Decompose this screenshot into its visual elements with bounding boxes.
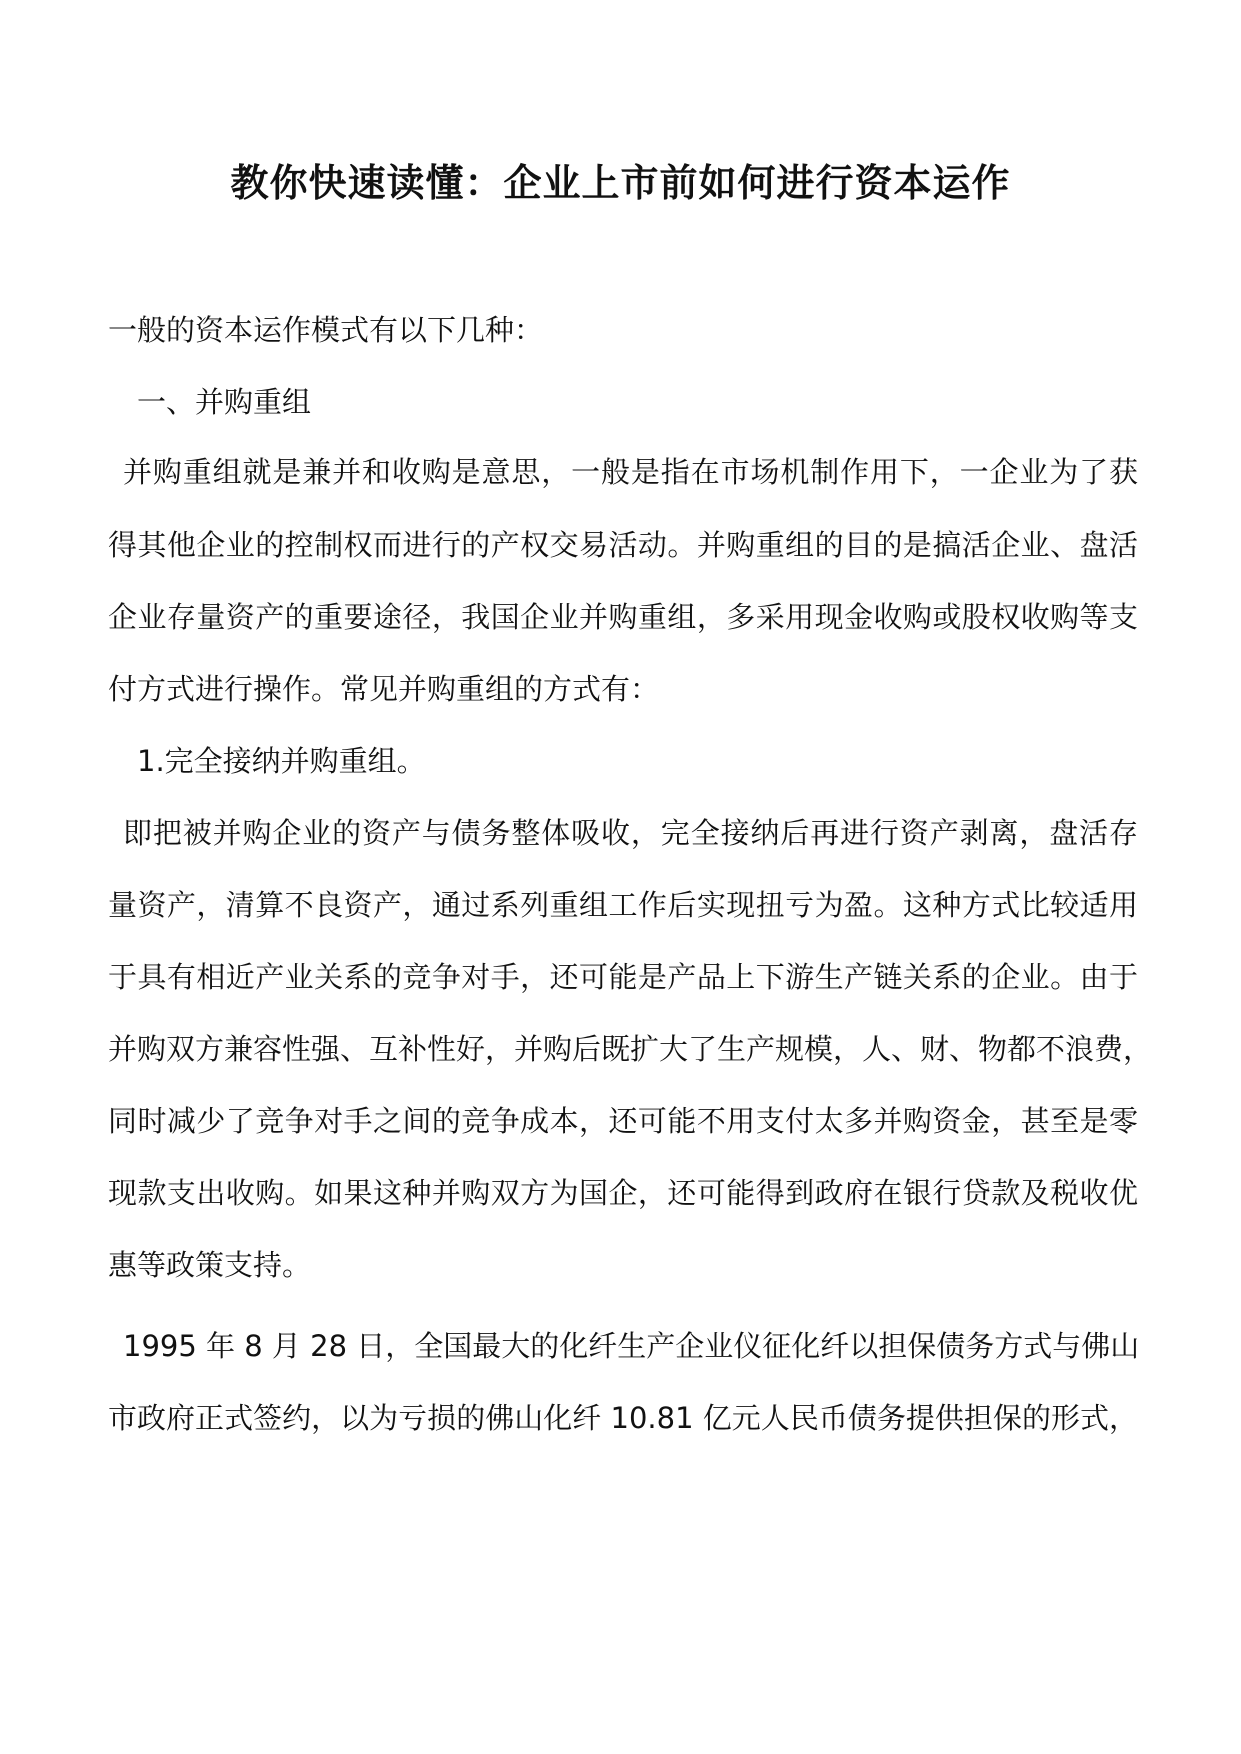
text-line: 企业存量资产的重要途径，我国企业并购重组，多采用现金收购或股权收购等支: [108, 600, 1138, 634]
text-line: 1995 年 8 月 28 日，全国最大的化纤生产企业仪征化纤以担保债务方式与佛山: [123, 1329, 1140, 1363]
text-line: 惠等政策支持。: [108, 1248, 312, 1282]
text-line: 现款支出收购。如果这种并购双方为国企，还可能得到政府在银行贷款及税收优: [108, 1176, 1138, 1210]
subsection-heading: 1.完全接纳并购重组。: [137, 744, 426, 778]
section-heading: 一、并购重组: [137, 385, 312, 419]
text-line: 市政府正式签约，以为亏损的佛山化纤 10.81 亿元人民币债务提供担保的形式，: [108, 1401, 1138, 1435]
text-line: 得其他企业的控制权而进行的产权交易活动。并购重组的目的是搞活企业、盘活: [108, 528, 1138, 562]
text-line: 即把被并购企业的资产与债务整体吸收，完全接纳后再进行资产剥离，盘活存: [123, 816, 1138, 850]
document-title: 教你快速读懂：企业上市前如何进行资本运作: [230, 160, 1011, 205]
text-line: 同时减少了竞争对手之间的竞争成本，还可能不用支付太多并购资金，甚至是零: [108, 1104, 1138, 1138]
text-line: 量资产，清算不良资产，通过系列重组工作后实现扭亏为盈。这种方式比较适用: [108, 888, 1138, 922]
text-line: 付方式进行操作。常见并购重组的方式有：: [108, 672, 660, 706]
text-line: 并购重组就是兼并和收购是意思，一般是指在市场机制作用下，一企业为了获: [123, 455, 1138, 489]
text-line: 并购双方兼容性强、互补性好，并购后既扩大了生产规模，人、财、物都不浪费，: [108, 1032, 1153, 1066]
text-line: 一般的资本运作模式有以下几种：: [108, 313, 544, 347]
text-line: 于具有相近产业关系的竞争对手，还可能是产品上下游生产链关系的企业。由于: [108, 960, 1138, 994]
